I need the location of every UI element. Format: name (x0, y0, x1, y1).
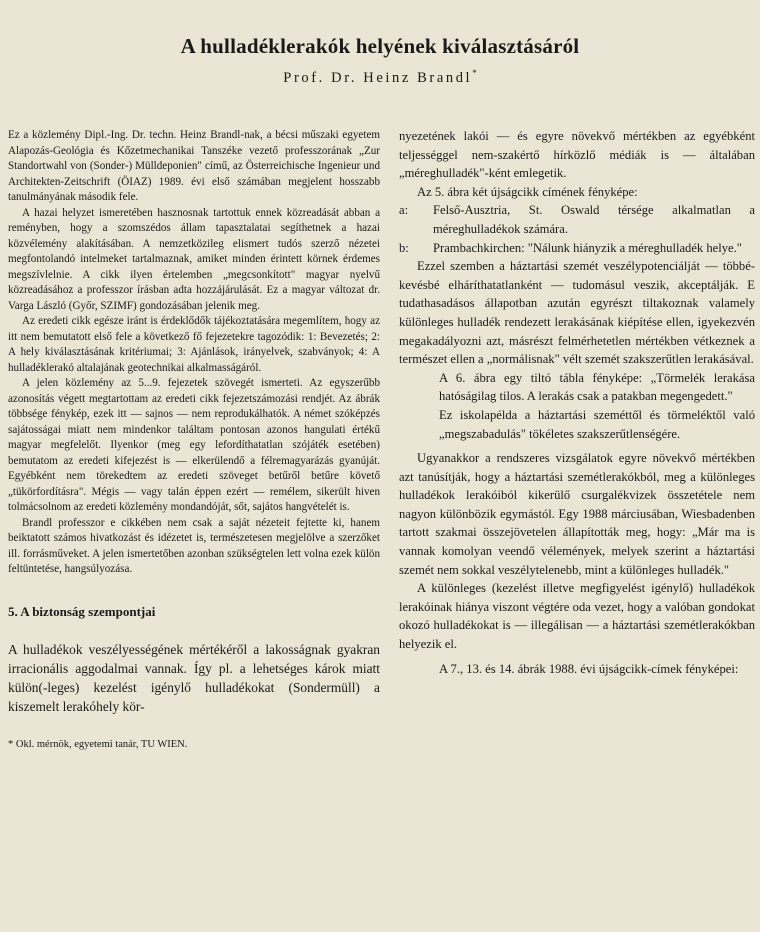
figure-caption: A 6. ábra egy tiltó tábla fényképe: „Törmelék lerakása hatóságilag tilos. A lerakás csak a patakban megengedett." (439, 370, 755, 404)
body-paragraph: nyezetének lakói — és egyre növekvő mértékben az egyébként teljességgel nem-szakértő hírközlő médiák is — általában „méreghulladék"-ként emlegetik. (399, 129, 755, 181)
body-paragraph: Az eredeti cikk egésze iránt is érdeklődők tájékoztatására megemlítem, hogy az itt nem bemutatott első fele a következő fő fejezetekre tagozódik: 1: Bevezetés; 2: A hely kiválasztásának kritériumai; 3: Ajánlások, irányelvek, szabványok; 4: A hulladéklerakó altalajának geotechnikai alkalmasságáról. (8, 315, 380, 374)
body-paragraph: Ez iskolapélda a háztartási szeméttől és törmeléktől való „megszabadulás" tökéletes szakszerűtlenségére. (439, 407, 755, 441)
body-paragraph: Ezzel szemben a háztartási szemét veszélypotenciálját — többé-kevésbé elháríthatatlanként — tudomásul veszik, akceptálják. E tudathasadásos állapotban azután egyrészt tiltakoznak valamely különleges hulladék rendezett lerakásának kiépítése ellen, igyekezvén megakadályozni azt, másrészt felmérhetetlen mértékben vétkeznek a természet ellen a „normálisnak" vélt szemét szakszerűtlen lerakásával. (399, 259, 755, 367)
footnote: * Okl. mérnök, egyetemi tanár, TU WIEN. (8, 738, 188, 750)
author-line (0, 68, 760, 87)
body-paragraph: Ugyanakkor a rendszeres vizsgálatok egyre növekvő mértékben azt tanúsítják, hogy a háztartási szemétlerakókból, meg a különleges hulladékok lerakóiból kikerülő csurgalékvizek összetétele nem nagyon különbözik egymástól. Egy 1988 márciusában, Wiesbadenben tartott szakmai összejövetelen állapították meg, hogy: „Már ma is vannak komolyan veendő vélemények, melyek szerint a háztartási szemét nem sokkal veszélytelenebb, mint a különleges hulladék." (399, 451, 755, 577)
section-paragraph: A hulladékok veszélyességének mértékéről a lakosságnak gyakran irracionális aggodalmai vannak. Így pl. a lehetséges károk miatt külön(-leges) kezelést igénylő hulladékokat (Sondermüll) a kiszemelt lerakóhely kör- (8, 641, 380, 714)
list-item-label: a: (399, 203, 409, 218)
list-item (399, 201, 755, 238)
right-column (399, 127, 755, 678)
section-heading: 5. A biztonság szempontjai (8, 603, 156, 619)
body-paragraph: A különleges (kezelést illetve megfigyelést igénylő) hulladékok lerakóinak hiánya viszont végtére oda vezet, hogy a valóban gondokat okozó hulladékokat is — illegálisan — a háztartási szemétlerakókban helyezik el. (399, 581, 755, 652)
list-item-text: Felső-Ausztria, St. Oswald térsége alkalmatlan a méreghulladékok számára. (433, 203, 755, 236)
article-title: A hulladéklerakók helyének kiválasztásáról (180, 34, 580, 58)
list-item-text: Prambachkirchen: "Nálunk hiányzik a méreghulladék helye." (433, 240, 742, 255)
list-item (399, 239, 755, 258)
body-paragraph: A jelen közlemény az 5...9. fejezetek szövegét ismerteti. Az egyszerűbb azonosítás végett megtartottam az eredeti cikk fejezetszámozási rendjét. Az ábrák többsége fénykép, ezek itt — sajnos — nem reprodukálhatók. A német szóképzés sajátosságai miatt nem mindenkor találtam pontosan azonos hangulati értékű magyar megfelelőt. Ilyenkor (meg egy lefordíthatatlan szójáték esetében) bemutatom az eredeti kifejezést is — elkerülendő a félremagyarázás gyanúját. Egyébként nem törekedtem az eredeti szöveget betűről betűre követő „tükörfordításra". Mégis — vagy talán éppen ezért — remélem, sikerült hiven tolmácsolnom az eredeti közlemény mondandóját, sőt, sajátos hangvételét is. (8, 377, 380, 513)
left-column (8, 128, 380, 752)
figure-caption: A 7., 13. és 14. ábrák 1988. évi újságcikk-címek fényképei: (439, 661, 739, 676)
figure-caption: Az 5. ábra két újságcikk címének fényképe: (417, 184, 638, 199)
list-item-label: b: (399, 240, 409, 255)
body-paragraph: A hazai helyzet ismeretében hasznosnak tartottuk ennek közreadását abban a reményben, hogy a szomszédos állam tapasztalatai segíthetnek a hazai közvélemény alakításában. A nemzetközileg elismert tudós szerző nézetei megfontolandó intelmeket tartalmaznak, amiket minden érintett körnek érdemes megszívlelnie. A cikk ilyen értelemben „megcsonkított" magyar nyelvű közreadásához a professzor írásban adta hozzájárulását. Ez a magyar változat dr. Varga László (Győr, SZIMF) gondozásában jelenik meg. (8, 206, 380, 312)
author-footnote-mark: * (472, 68, 477, 78)
intro-paragraph: Ez a közlemény Dipl.-Ing. Dr. techn. Heinz Brandl-nak, a bécsi műszaki egyetem Alapozás-Geológia és Kőzetmechanikai Tanszéke vezető professzorának „Zur Standortwahl von (Sonder-) Mülldeponien" című, az Österreichische Ingenieur und Architekten-Zeitschrift (ÖIAZ) 1989. évi első számában megjelent hosszabb tanulmányának második fele. (8, 129, 380, 203)
author-name: Prof. Dr. Heinz Brandl (283, 69, 473, 86)
body-paragraph: Brandl professzor e cikkében nem csak a saját nézeteit fejtette ki, hanem beiktatott számos hivatkozást és idézetet is, természetesen megjelölve a szerzőket ill. forrásműveket. A jelen ismertetőben azonban szükségtelen lett volna ezek külön feltüntetése, hangsúlyozása. (8, 516, 380, 575)
